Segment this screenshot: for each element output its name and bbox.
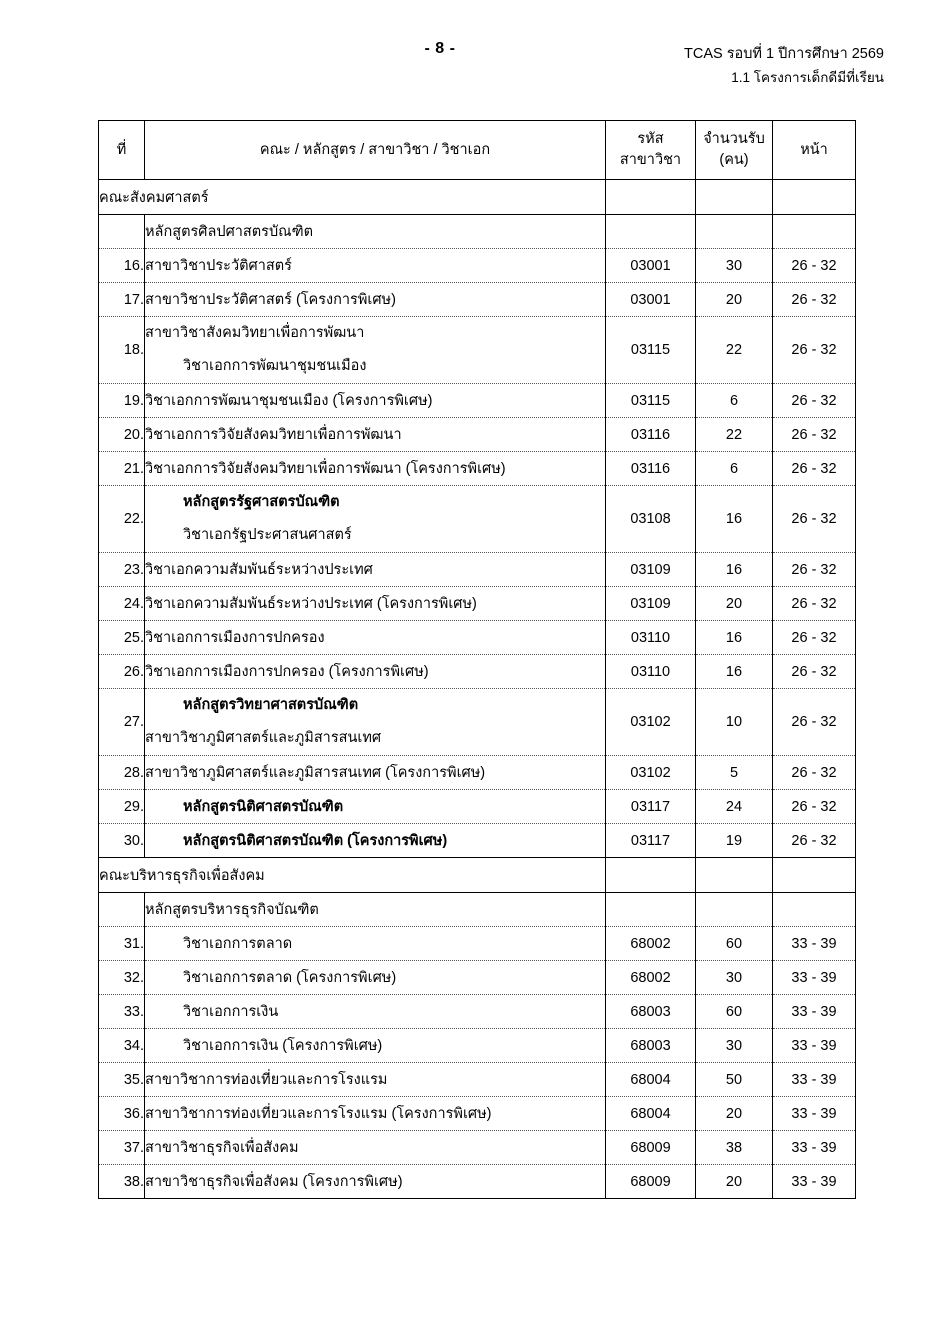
table-row bbox=[99, 1097, 856, 1131]
column-header-page: หน้า bbox=[773, 121, 856, 180]
row-number-cell bbox=[99, 215, 145, 249]
entry-page-cell: 26 - 32 bbox=[773, 756, 856, 790]
entry-name-cell bbox=[145, 452, 606, 486]
entry-label: วิชาเอกรัฐประศาสนศาสตร์ bbox=[183, 527, 352, 543]
table-row bbox=[99, 756, 856, 790]
entry-seats-cell: 30 bbox=[696, 961, 773, 995]
entry-seats-cell: 24 bbox=[696, 790, 773, 824]
entry-code-cell: 68009 bbox=[606, 1131, 696, 1165]
entry-code-cell: 03117 bbox=[606, 790, 696, 824]
row-number-cell bbox=[99, 893, 145, 927]
program-seats-cell bbox=[696, 893, 773, 927]
table-row bbox=[99, 961, 856, 995]
entry-code-cell: 03102 bbox=[606, 756, 696, 790]
row-number-cell: 25. bbox=[99, 621, 145, 655]
entry-label: หลักสูตรนิติศาสตรบัณฑิต bbox=[183, 799, 344, 815]
entry-name-cell bbox=[145, 621, 606, 655]
entry-label-wrap bbox=[145, 519, 605, 552]
row-number-cell: 30. bbox=[99, 824, 145, 858]
program-code-cell bbox=[606, 893, 696, 927]
header-tcas-round: TCAS รอบที่ 1 ปีการศึกษา 2569 bbox=[684, 46, 884, 62]
row-number-cell: 38. bbox=[99, 1165, 145, 1199]
entry-code-cell: 03001 bbox=[606, 249, 696, 283]
row-number-cell: 34. bbox=[99, 1029, 145, 1063]
entry-code-cell: 68003 bbox=[606, 995, 696, 1029]
table-row bbox=[99, 283, 856, 317]
entry-label: สาขาวิชาธุรกิจเพื่อสังคม bbox=[145, 1140, 299, 1156]
entry-code-cell: 68002 bbox=[606, 961, 696, 995]
entry-seats-cell: 38 bbox=[696, 1131, 773, 1165]
table-row bbox=[99, 249, 856, 283]
entry-label: วิชาเอกการเงิน bbox=[183, 1004, 279, 1020]
entry-label: วิชาเอกการวิจัยสังคมวิทยาเพื่อการพัฒนา bbox=[145, 427, 402, 443]
table-row bbox=[99, 1063, 856, 1097]
column-header-seats-line2: (คน) bbox=[719, 152, 749, 168]
entry-code-cell: 68003 bbox=[606, 1029, 696, 1063]
row-number-cell: 16. bbox=[99, 249, 145, 283]
column-header-code bbox=[606, 121, 696, 180]
entry-code-cell: 68002 bbox=[606, 927, 696, 961]
entry-label: วิชาเอกการพัฒนาชุมชนเมือง bbox=[183, 358, 367, 374]
entry-label: สาขาวิชาธุรกิจเพื่อสังคม (โครงการพิเศษ) bbox=[145, 1174, 403, 1190]
entry-name-cell bbox=[145, 1165, 606, 1199]
entry-seats-cell: 20 bbox=[696, 1097, 773, 1131]
entry-page-cell: 26 - 32 bbox=[773, 621, 856, 655]
row-number-cell: 36. bbox=[99, 1097, 145, 1131]
entry-name-cell bbox=[145, 1097, 606, 1131]
table-head bbox=[99, 121, 856, 180]
table-row bbox=[99, 418, 856, 452]
entry-label: วิชาเอกการวิจัยสังคมวิทยาเพื่อการพัฒนา (โครงการพิเศษ) bbox=[145, 461, 506, 477]
table-row bbox=[99, 621, 856, 655]
group-label: หลักสูตรรัฐศาสตรบัณฑิต bbox=[183, 494, 340, 510]
entry-name-cell bbox=[145, 317, 606, 384]
header-program-subtitle: 1.1 โครงการเด็กดีมีที่เรียน bbox=[731, 70, 884, 85]
column-header-seats-line1: จำนวนรับ bbox=[703, 131, 765, 147]
entry-seats-cell: 19 bbox=[696, 824, 773, 858]
group-label: หลักสูตรวิทยาศาสตรบัณฑิต bbox=[183, 697, 359, 713]
entry-seats-cell: 60 bbox=[696, 995, 773, 1029]
entry-page-cell: 33 - 39 bbox=[773, 961, 856, 995]
faculty-pages-cell bbox=[773, 180, 856, 215]
entry-page-cell: 33 - 39 bbox=[773, 1097, 856, 1131]
table-row bbox=[99, 689, 856, 756]
row-number-cell: 24. bbox=[99, 587, 145, 621]
entry-code-cell: 68004 bbox=[606, 1063, 696, 1097]
column-header-code-line1: รหัส bbox=[637, 131, 664, 147]
row-number-cell: 37. bbox=[99, 1131, 145, 1165]
program-heading-row bbox=[99, 893, 856, 927]
row-number-cell: 18. bbox=[99, 317, 145, 384]
entry-name-cell bbox=[145, 927, 606, 961]
program-pages-cell bbox=[773, 893, 856, 927]
entry-label-wrap bbox=[145, 722, 605, 755]
column-header-code-line2: สาขาวิชา bbox=[619, 152, 682, 168]
entry-label: วิชาเอกการเมืองการปกครอง bbox=[145, 630, 325, 646]
entry-page-cell: 33 - 39 bbox=[773, 1165, 856, 1199]
program-pages-cell bbox=[773, 215, 856, 249]
entry-page-cell: 26 - 32 bbox=[773, 486, 856, 553]
entry-page-cell: 33 - 39 bbox=[773, 1029, 856, 1063]
table-row bbox=[99, 790, 856, 824]
faculty-header-row bbox=[99, 180, 856, 215]
row-number-cell: 29. bbox=[99, 790, 145, 824]
entry-page-cell: 33 - 39 bbox=[773, 1131, 856, 1165]
entry-name-cell bbox=[145, 553, 606, 587]
table-header-row bbox=[99, 121, 856, 180]
column-header-no: ที่ bbox=[99, 121, 145, 180]
entry-seats-cell: 50 bbox=[696, 1063, 773, 1097]
row-number-cell: 35. bbox=[99, 1063, 145, 1097]
group-label: สาขาวิชาสังคมวิทยาเพื่อการพัฒนา bbox=[145, 325, 365, 341]
table-row bbox=[99, 655, 856, 689]
entry-code-cell: 03116 bbox=[606, 418, 696, 452]
entry-seats-cell: 16 bbox=[696, 621, 773, 655]
entry-seats-cell: 20 bbox=[696, 587, 773, 621]
page-header bbox=[0, 40, 942, 100]
faculty-pages-cell bbox=[773, 858, 856, 893]
entry-code-cell: 03102 bbox=[606, 689, 696, 756]
entry-page-cell: 26 - 32 bbox=[773, 553, 856, 587]
table-row bbox=[99, 486, 856, 553]
row-number-cell: 33. bbox=[99, 995, 145, 1029]
entry-label: วิชาเอกการเงิน (โครงการพิเศษ) bbox=[183, 1038, 383, 1054]
faculty-code-cell bbox=[606, 180, 696, 215]
entry-label: วิชาเอกการพัฒนาชุมชนเมือง (โครงการพิเศษ) bbox=[145, 393, 433, 409]
admission-table bbox=[98, 120, 856, 1199]
row-number-cell: 31. bbox=[99, 927, 145, 961]
program-heading-row bbox=[99, 215, 856, 249]
program-heading-cell: หลักสูตรบริหารธุรกิจบัณฑิต bbox=[145, 893, 606, 927]
entry-name-cell bbox=[145, 790, 606, 824]
entry-page-cell: 26 - 32 bbox=[773, 655, 856, 689]
entry-page-cell: 33 - 39 bbox=[773, 1063, 856, 1097]
faculty-header-row bbox=[99, 858, 856, 893]
entry-name-cell bbox=[145, 418, 606, 452]
entry-page-cell: 33 - 39 bbox=[773, 995, 856, 1029]
row-number-cell: 17. bbox=[99, 283, 145, 317]
entry-label: วิชาเอกการเมืองการปกครอง (โครงการพิเศษ) bbox=[145, 664, 429, 680]
entry-page-cell: 26 - 32 bbox=[773, 689, 856, 756]
entry-seats-cell: 22 bbox=[696, 317, 773, 384]
entry-page-cell: 26 - 32 bbox=[773, 317, 856, 384]
program-seats-cell bbox=[696, 215, 773, 249]
entry-code-cell: 03115 bbox=[606, 317, 696, 384]
entry-name-cell bbox=[145, 486, 606, 553]
entry-seats-cell: 16 bbox=[696, 553, 773, 587]
entry-seats-cell: 5 bbox=[696, 756, 773, 790]
entry-code-cell: 03001 bbox=[606, 283, 696, 317]
entry-code-cell: 03110 bbox=[606, 621, 696, 655]
entry-seats-cell: 22 bbox=[696, 418, 773, 452]
entry-seats-cell: 10 bbox=[696, 689, 773, 756]
entry-seats-cell: 6 bbox=[696, 384, 773, 418]
header-right-block bbox=[684, 42, 884, 90]
entry-code-cell: 68009 bbox=[606, 1165, 696, 1199]
page-number: - 8 - bbox=[424, 40, 456, 57]
entry-page-cell: 26 - 32 bbox=[773, 283, 856, 317]
table-row bbox=[99, 1029, 856, 1063]
row-number-cell: 20. bbox=[99, 418, 145, 452]
entry-label: สาขาวิชาประวัติศาสตร์ bbox=[145, 258, 292, 274]
row-number-cell: 26. bbox=[99, 655, 145, 689]
table-row bbox=[99, 317, 856, 384]
entry-seats-cell: 20 bbox=[696, 1165, 773, 1199]
entry-page-cell: 26 - 32 bbox=[773, 790, 856, 824]
entry-label: สาขาวิชาภูมิศาสตร์และภูมิสารสนเทศ bbox=[145, 730, 382, 746]
entry-label: สาขาวิชาประวัติศาสตร์ (โครงการพิเศษ) bbox=[145, 292, 396, 308]
row-number-cell: 28. bbox=[99, 756, 145, 790]
row-number-cell: 27. bbox=[99, 689, 145, 756]
faculty-name-cell: คณะสังคมศาสตร์ bbox=[99, 180, 606, 215]
table-row bbox=[99, 587, 856, 621]
entry-name-cell bbox=[145, 995, 606, 1029]
entry-seats-cell: 30 bbox=[696, 1029, 773, 1063]
entry-seats-cell: 16 bbox=[696, 486, 773, 553]
table-row bbox=[99, 452, 856, 486]
entry-page-cell: 26 - 32 bbox=[773, 587, 856, 621]
row-number-cell: 32. bbox=[99, 961, 145, 995]
entry-page-cell: 26 - 32 bbox=[773, 824, 856, 858]
entry-seats-cell: 16 bbox=[696, 655, 773, 689]
faculty-name-cell: คณะบริหารธุรกิจเพื่อสังคม bbox=[99, 858, 606, 893]
entry-label: วิชาเอกการตลาด bbox=[183, 936, 293, 952]
entry-label: วิชาเอกความสัมพันธ์ระหว่างประเทศ (โครงการพิเศษ) bbox=[145, 596, 477, 612]
entry-name-cell bbox=[145, 587, 606, 621]
column-header-name: คณะ / หลักสูตร / สาขาวิชา / วิชาเอก bbox=[145, 121, 606, 180]
row-number-cell: 22. bbox=[99, 486, 145, 553]
entry-name-cell bbox=[145, 384, 606, 418]
entry-code-cell: 68004 bbox=[606, 1097, 696, 1131]
entry-label-wrap bbox=[145, 350, 605, 383]
table-row bbox=[99, 553, 856, 587]
entry-name-cell bbox=[145, 1131, 606, 1165]
entry-name-cell bbox=[145, 961, 606, 995]
program-code-cell bbox=[606, 215, 696, 249]
entry-seats-cell: 30 bbox=[696, 249, 773, 283]
entry-label: สาขาวิชาภูมิศาสตร์และภูมิสารสนเทศ (โครงการพิเศษ) bbox=[145, 765, 486, 781]
program-heading-cell: หลักสูตรศิลปศาสตรบัณฑิต bbox=[145, 215, 606, 249]
entry-name-cell bbox=[145, 1063, 606, 1097]
faculty-code-cell bbox=[606, 858, 696, 893]
entry-code-cell: 03117 bbox=[606, 824, 696, 858]
row-number-cell: 21. bbox=[99, 452, 145, 486]
entry-name-cell bbox=[145, 1029, 606, 1063]
table-row bbox=[99, 995, 856, 1029]
entry-code-cell: 03110 bbox=[606, 655, 696, 689]
entry-page-cell: 26 - 32 bbox=[773, 452, 856, 486]
table-row bbox=[99, 384, 856, 418]
entry-label: สาขาวิชาการท่องเที่ยวและการโรงแรม (โครงการพิเศษ) bbox=[145, 1106, 492, 1122]
entry-page-cell: 26 - 32 bbox=[773, 418, 856, 452]
entry-code-cell: 03108 bbox=[606, 486, 696, 553]
entry-label: สาขาวิชาการท่องเที่ยวและการโรงแรม bbox=[145, 1072, 388, 1088]
entry-name-cell bbox=[145, 824, 606, 858]
table-body bbox=[99, 180, 856, 1199]
entry-label: วิชาเอกความสัมพันธ์ระหว่างประเทศ bbox=[145, 562, 373, 578]
entry-code-cell: 03109 bbox=[606, 553, 696, 587]
entry-seats-cell: 6 bbox=[696, 452, 773, 486]
table-row bbox=[99, 824, 856, 858]
entry-code-cell: 03109 bbox=[606, 587, 696, 621]
entry-seats-cell: 20 bbox=[696, 283, 773, 317]
entry-page-cell: 33 - 39 bbox=[773, 927, 856, 961]
entry-page-cell: 26 - 32 bbox=[773, 249, 856, 283]
entry-name-cell bbox=[145, 283, 606, 317]
row-number-cell: 19. bbox=[99, 384, 145, 418]
entry-name-cell bbox=[145, 249, 606, 283]
entry-name-cell bbox=[145, 689, 606, 756]
faculty-seats-cell bbox=[696, 180, 773, 215]
entry-label: หลักสูตรนิติศาสตรบัณฑิต (โครงการพิเศษ) bbox=[183, 833, 448, 849]
column-header-seats bbox=[696, 121, 773, 180]
faculty-seats-cell bbox=[696, 858, 773, 893]
table-row bbox=[99, 1165, 856, 1199]
admission-table-wrapper bbox=[98, 120, 855, 1199]
entry-name-cell bbox=[145, 756, 606, 790]
entry-page-cell: 26 - 32 bbox=[773, 384, 856, 418]
table-row bbox=[99, 1131, 856, 1165]
entry-code-cell: 03115 bbox=[606, 384, 696, 418]
entry-seats-cell: 60 bbox=[696, 927, 773, 961]
table-row bbox=[99, 927, 856, 961]
entry-code-cell: 03116 bbox=[606, 452, 696, 486]
entry-label: วิชาเอกการตลาด (โครงการพิเศษ) bbox=[183, 970, 397, 986]
entry-name-cell bbox=[145, 655, 606, 689]
row-number-cell: 23. bbox=[99, 553, 145, 587]
